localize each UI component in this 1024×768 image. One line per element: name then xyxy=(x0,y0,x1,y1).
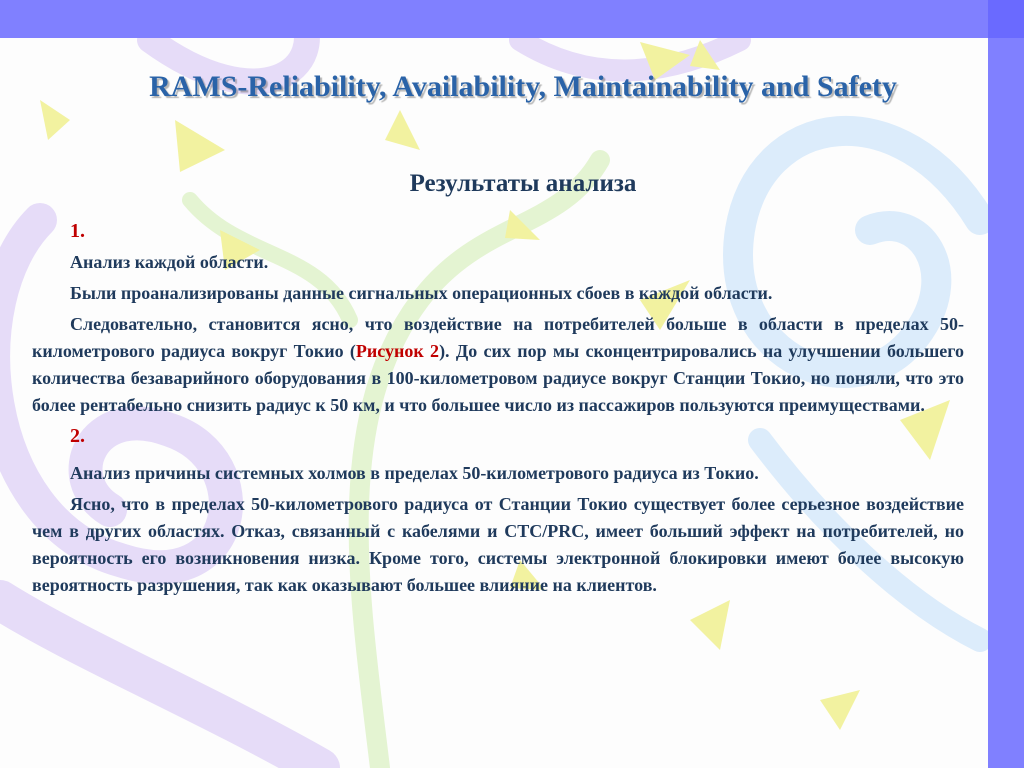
top-color-band xyxy=(0,0,1024,38)
section-2-heading: Анализ причины системных холмов в пределах 50-километрового радиуса из Токио. xyxy=(70,463,759,483)
section-2-number: 2. xyxy=(70,425,85,447)
paragraph-text-before-ref: Следовательно, становится ясно, что воздействие на потребителей больше в области в пределах 50-километрового радиуса вокруг Токио ( xyxy=(32,314,964,361)
section-1-paragraph-2 xyxy=(32,311,964,419)
section-2-paragraph-1: Ясно, что в пределах 50-километрового радиуса от Станции Токио существует более серьезное воздействие чем в других областях. Отказ, связанный с кабелями и CTC/PRC, имеет больший эффект на потребителей, но вероятность его возникновения низка. Кроме того, системы электронной блокировки имеют более высокую вероятность разрушения, так как оказывают большее влияние на клиентов. xyxy=(32,494,964,595)
slide-body xyxy=(32,218,964,599)
section-1-paragraph-1: Были проанализированы данные сигнальных операционных сбоев в каждой области. xyxy=(70,283,773,303)
section-1-heading: Анализ каждой области. xyxy=(70,252,269,272)
slide-title: RAMS-Reliability, Availability, Maintainability and Safety xyxy=(149,70,897,103)
paragraph-text-after-ref: ). До сих пор мы сконцентрировались на улучшении большего количества безаварийного оборудования в 100-километровом радиусе вокруг Станции Токио, но поняли, что это более рентабельно снизить радиус к 50 км, и что большее число из пассажиров пользуются преимуществами. xyxy=(32,341,964,415)
slide-subtitle: Результаты анализа xyxy=(409,170,637,197)
figure-2-reference: Рисунок 2 xyxy=(355,341,440,361)
corner-block xyxy=(988,0,1024,38)
right-color-band xyxy=(988,0,1024,768)
section-1-number: 1. xyxy=(70,220,85,242)
